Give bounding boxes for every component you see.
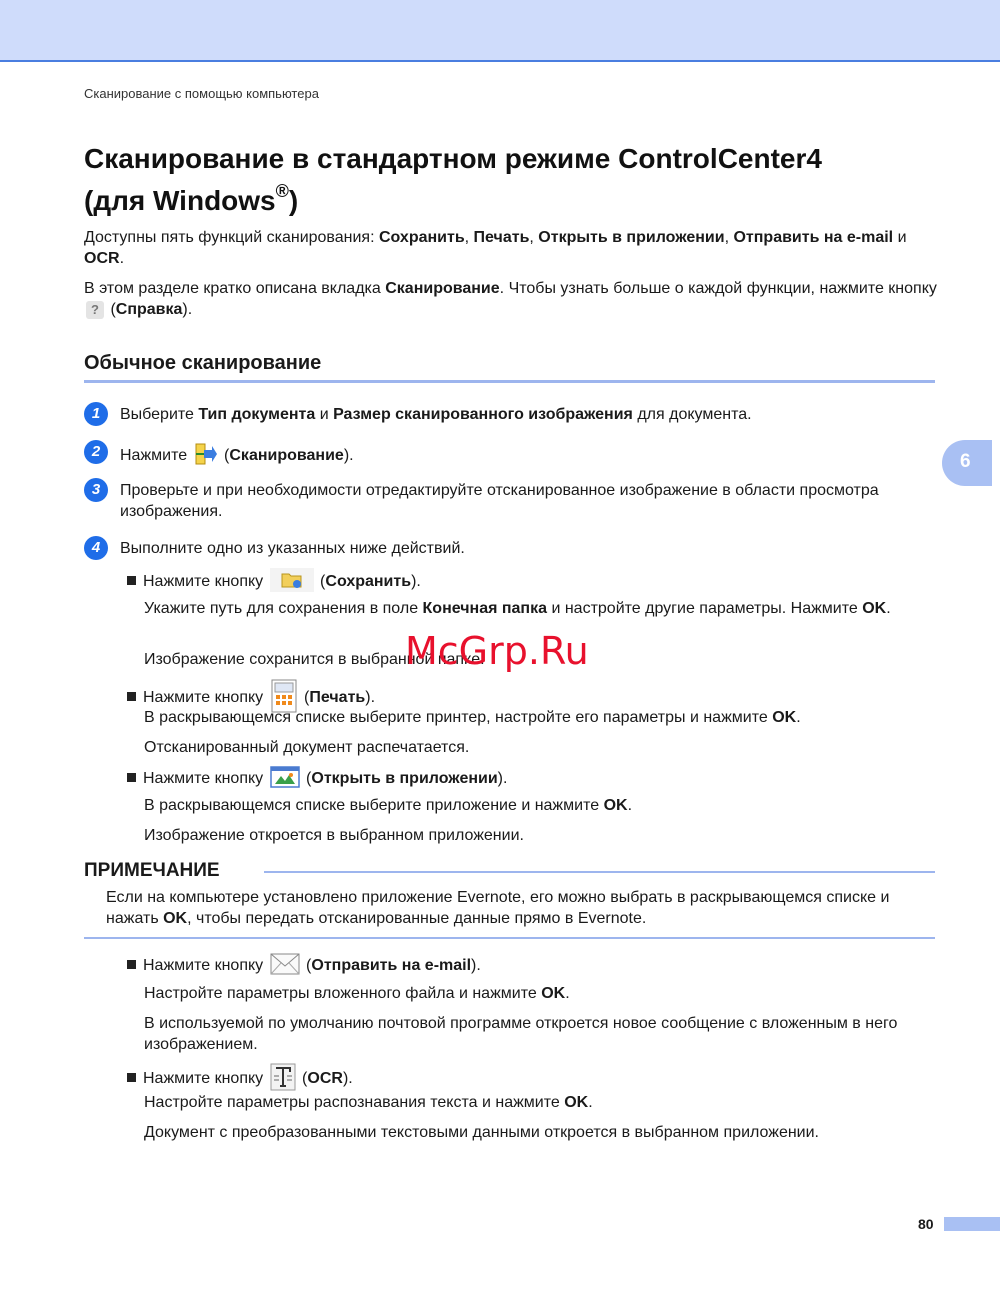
title-line2-end: ) — [288, 185, 299, 216]
chapter-tab — [942, 440, 992, 486]
page-number-bar — [944, 1217, 1000, 1231]
title-line2: (для Windows — [84, 185, 276, 216]
ocr-text-icon[interactable] — [270, 1063, 296, 1091]
save-folder-icon[interactable] — [270, 568, 314, 592]
registered-mark: ® — [275, 181, 289, 201]
step-number-icon: 1 — [84, 402, 108, 426]
page-header-bar — [0, 0, 1000, 62]
print-description: В раскрывающемся списке выберите принтер, настройте его параметры и нажмите OK. — [144, 709, 801, 726]
page-number: 80 — [918, 1216, 934, 1232]
email-option: Нажмите кнопку (Отправить на e-mail). — [127, 953, 481, 976]
page-title — [84, 142, 944, 217]
open-application-description: В раскрывающемся списке выберите приложение и нажмите OK. — [144, 797, 633, 814]
bullet-square — [127, 960, 136, 969]
section-divider — [84, 380, 935, 383]
save-description: Укажите путь для сохранения в поле Конечная папка и настройте другие параметры. Нажмите OK. — [144, 600, 891, 617]
note-divider-top — [264, 871, 935, 873]
step-number-icon: 4 — [84, 536, 108, 560]
watermark: McGrp.Ru — [405, 629, 589, 673]
step-text: Нажмите (Сканирование). — [120, 442, 920, 466]
step-number-icon: 3 — [84, 478, 108, 502]
title-line1: Сканирование в стандартном режиме ControlCenter4 — [84, 143, 822, 174]
scan-icon — [194, 442, 218, 466]
ocr-result: Документ с преобразованными текстовыми данными откроется в выбранном приложении. — [144, 1124, 819, 1141]
email-envelope-icon[interactable] — [270, 953, 300, 975]
step-number-icon: 2 — [84, 440, 108, 464]
save-option: Нажмите кнопку (Сохранить). — [127, 568, 421, 592]
save-result: Изображение сохранится в выбранной папке. — [144, 651, 485, 668]
open-application-option: Нажмите кнопку (Открыть в приложении). — [127, 766, 507, 789]
help-icon: ? — [86, 301, 104, 319]
ocr-option: Нажмите кнопку (OCR). — [127, 1063, 353, 1091]
note-divider-bottom — [84, 937, 935, 939]
step-text: Выберите Тип документа и Размер сканированного изображения для документа. — [120, 406, 752, 423]
step-text: Выполните одно из указанных ниже действий. — [120, 540, 465, 557]
note-text: Если на компьютере установлено приложение Evernote, его можно выбрать в раскрывающемся списке и нажать OK, чтобы передать отсканированные данные прямо в Evernote. — [106, 889, 890, 927]
note-heading: ПРИМЕЧАНИЕ — [84, 860, 220, 881]
email-description: Настройте параметры вложенного файла и нажмите OK. — [144, 985, 570, 1002]
bullet-square — [127, 692, 136, 701]
step-text: Проверьте и при необходимости отредактируйте отсканированное изображение в области просмотра изображения. — [120, 482, 879, 520]
email-result: В используемой по умолчанию почтовой программе откроется новое сообщение с вложенным в него изображением. — [144, 1015, 898, 1053]
open-application-result: Изображение откроется в выбранном приложении. — [144, 827, 524, 844]
print-option: Нажмите кнопку (Печать). — [127, 678, 375, 714]
intro-paragraph-1: Доступны пять функций сканирования: Сохранить, Печать, Открыть в приложении, Отправить на e-mail и OCR. — [84, 229, 907, 267]
open-application-icon[interactable] — [270, 766, 300, 788]
ocr-description: Настройте параметры распознавания текста и нажмите OK. — [144, 1094, 593, 1111]
print-result: Отсканированный документ распечатается. — [144, 739, 470, 756]
breadcrumb: Сканирование с помощью компьютера — [84, 86, 319, 101]
section-title: Обычное сканирование — [84, 352, 322, 374]
chapter-number: 6 — [960, 451, 971, 472]
bullet-square — [127, 1073, 136, 1082]
bullet-square — [127, 773, 136, 782]
bullet-square — [127, 576, 136, 585]
intro-paragraph-2: В этом разделе кратко описана вкладка Сканирование. Чтобы узнать больше о каждой функции, нажмите кнопку ? (Справка). — [84, 280, 937, 318]
